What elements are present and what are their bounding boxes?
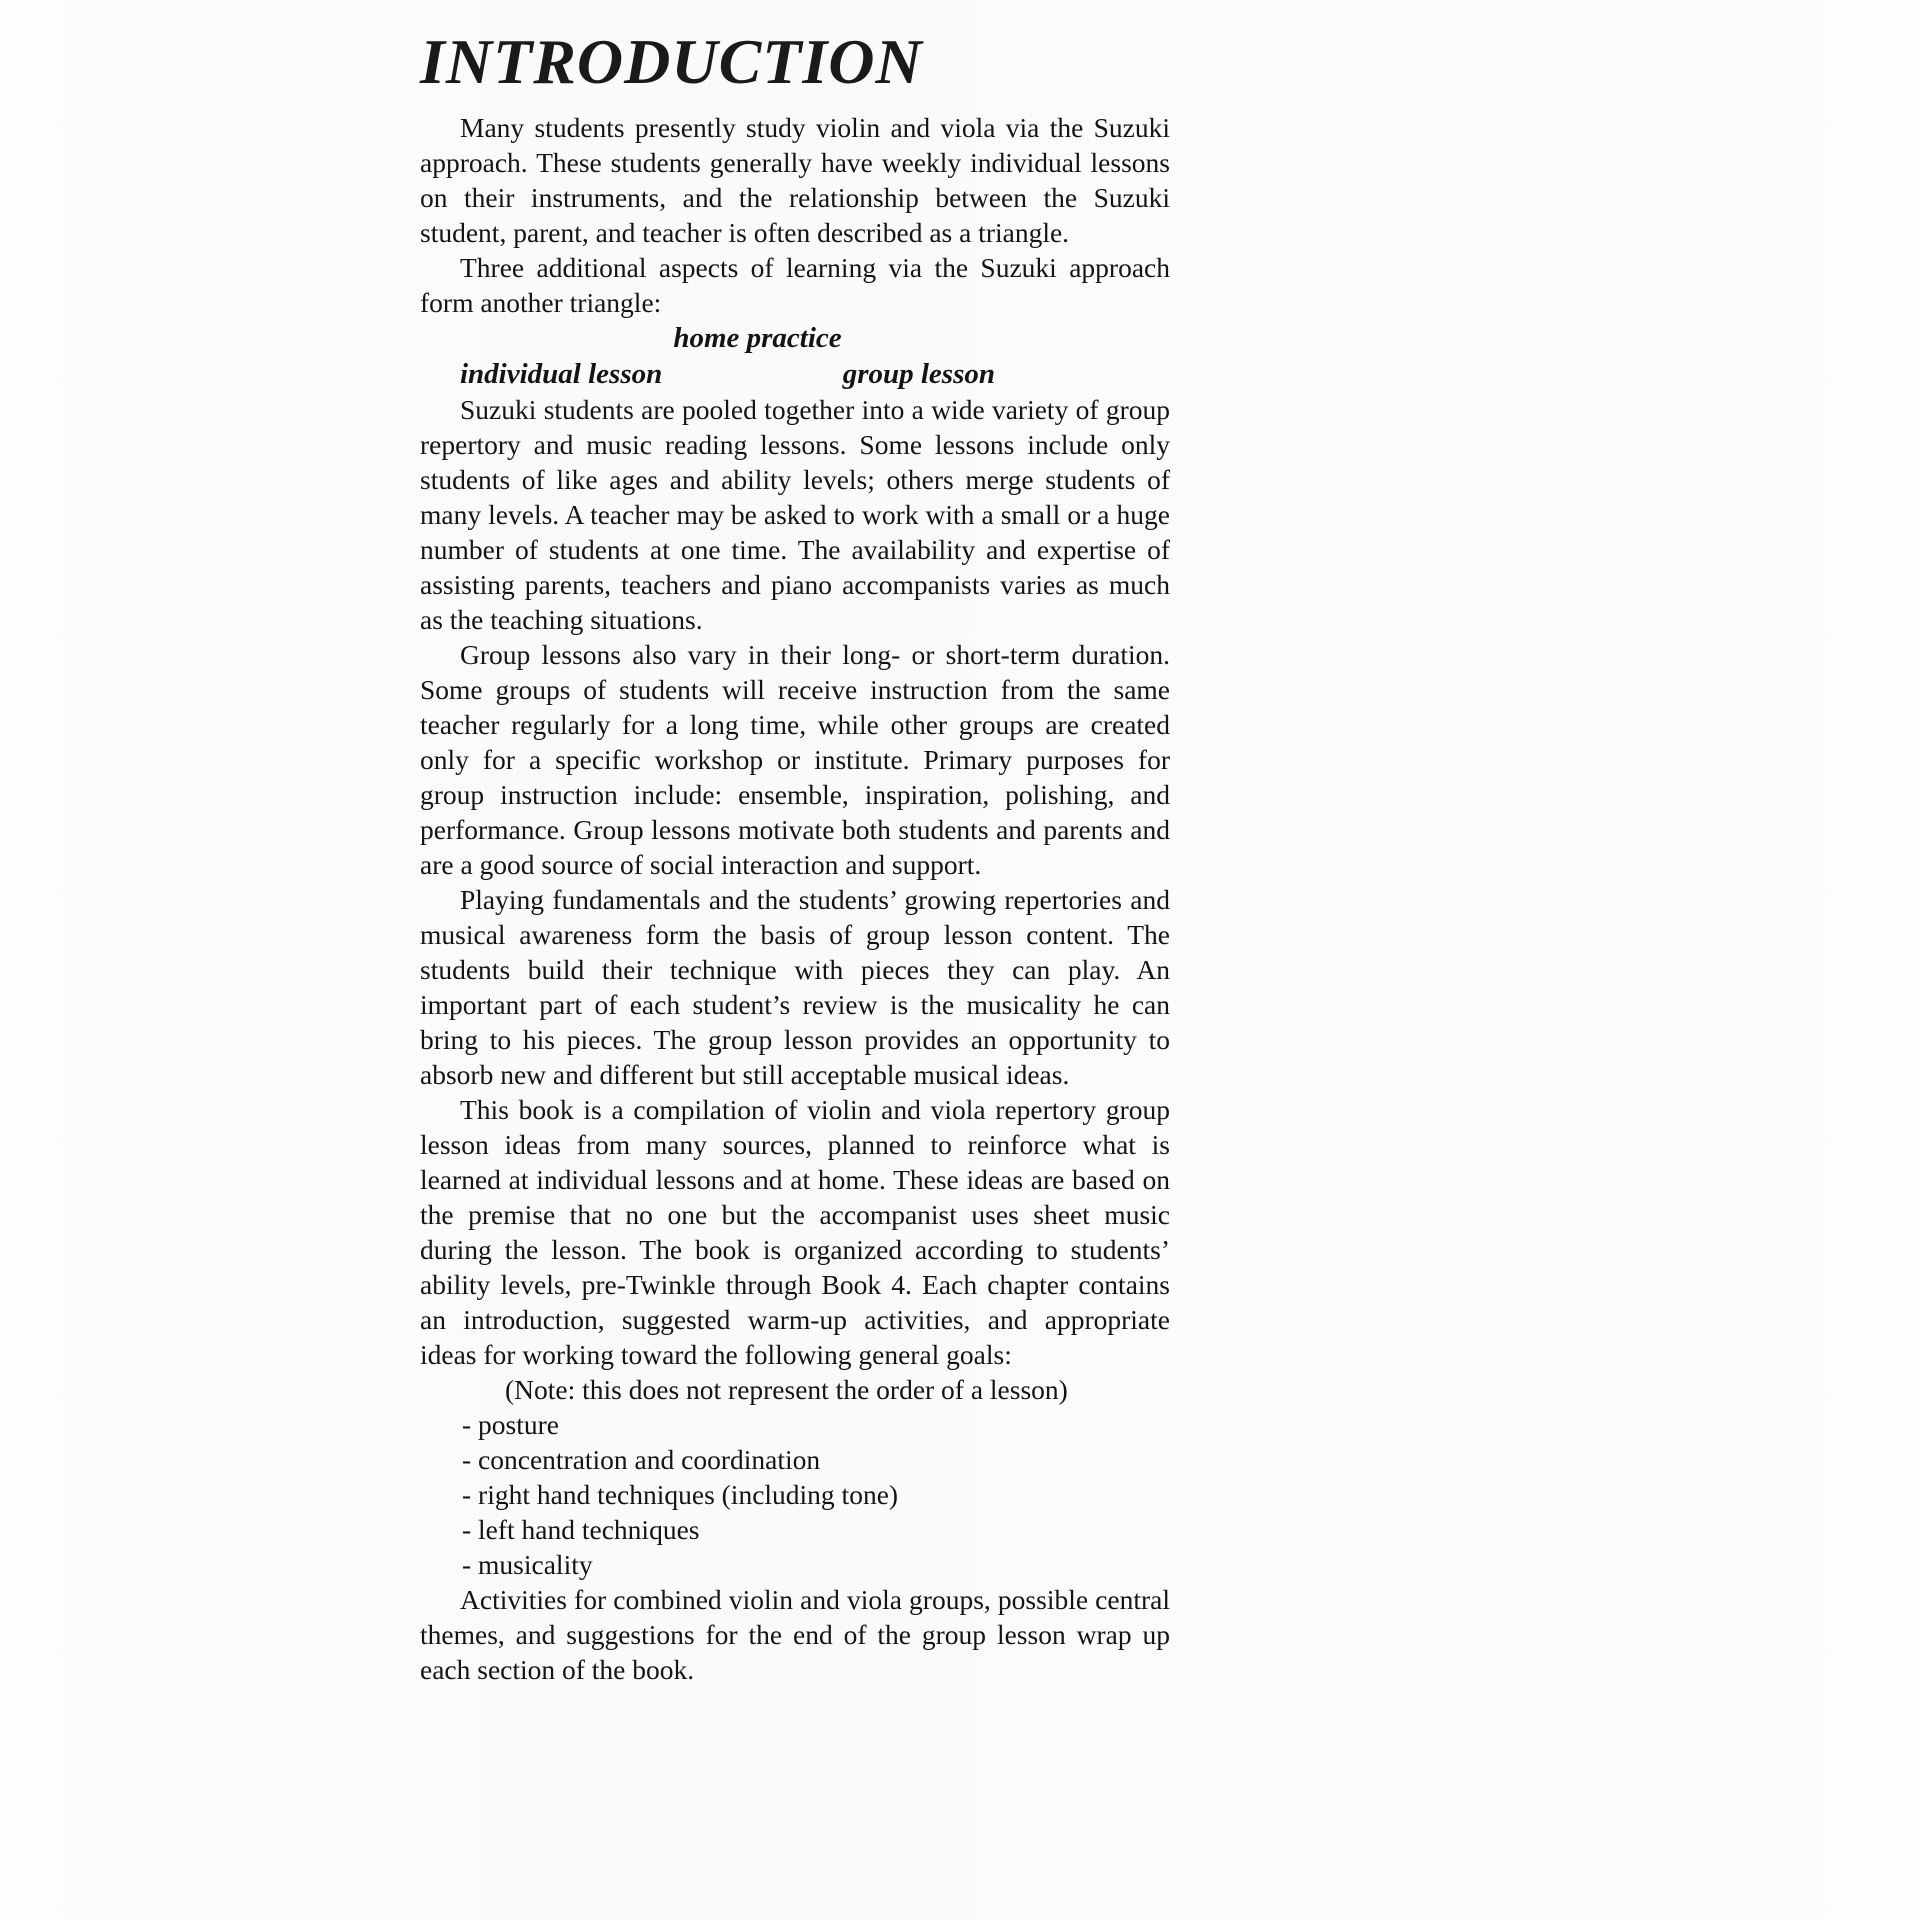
goal-item-concentration-coordination: - concentration and coordination: [462, 1444, 821, 1475]
goal-item-musicality: - musicality: [462, 1549, 593, 1580]
triangle-label-individual-lesson: individual lesson: [460, 358, 663, 390]
learning-triangle-diagram: [420, 320, 1170, 392]
triangle-label-home-practice: home practice: [673, 322, 842, 354]
goal-item-posture: - posture: [462, 1409, 559, 1440]
paragraph-triangle-lead-in: Three additional aspects of learning via the Suzuki approach form another triangle:: [420, 252, 1170, 318]
paragraph-group-duration: Group lessons also vary in their long- or short-term duration. Some groups of students will receive instruction from the same teacher regularly for a long time, while other groups are created only for a specific workshop or institute. Primary purposes for group instruction include: ensemble, inspiration, polishing, and performance. Group lessons motivate both students and parents and are a good source of social interaction and support.: [420, 639, 1170, 880]
triangle-base-row: [420, 356, 1170, 392]
page-title: INTRODUCTION: [420, 26, 923, 97]
lesson-order-note: (Note: this does not represent the order of a lesson): [505, 1374, 1068, 1405]
paragraph-book-overview: This book is a compilation of violin and viola repertory group lesson ideas from many sources, planned to reinforce what is learned at individual lessons and at home. These ideas are based on the premise that no one but the accompanist uses sheet music during the lesson. The book is organized according to students’ ability levels, pre-Twinkle through Book 4. Each chapter contains an introduction, suggested warm-up activities, and appropriate ideas for working toward the following general goals:: [420, 1094, 1170, 1370]
paragraph-suzuki-approach: Many students presently study violin and viola via the Suzuki approach. These students generally have weekly individual lessons on their instruments, and the relationship between the Suzuki student, parent, and teacher is often described as a triangle.: [420, 112, 1170, 248]
triangle-label-group-lesson: group lesson: [842, 358, 995, 390]
paragraph-group-variety: Suzuki students are pooled together into a wide variety of group repertory and music reading lessons. Some lessons include only students of like ages and ability levels; others merge students of many levels. A teacher may be asked to work with a small or a huge number of students at one time. The availability and expertise of assisting parents, teachers and piano accompanists varies as much as the teaching situations.: [420, 394, 1170, 635]
paragraph-playing-fundamentals: Playing fundamentals and the students’ growing repertories and musical awareness form the basis of group lesson content. The students build their technique with pieces they can play. An important part of each student’s review is the musicality he can bring to his pieces. The group lesson provides an opportunity to absorb new and different but still acceptable musical ideas.: [420, 884, 1170, 1090]
goal-item-right-hand-techniques: - right hand techniques (including tone): [462, 1479, 899, 1510]
page-content: [420, 26, 1170, 1687]
paragraph-closing: Activities for combined violin and viola groups, possible central themes, and suggestions for the end of the group lesson wrap up each section of the book.: [420, 1584, 1170, 1685]
goal-item-left-hand-techniques: - left hand techniques: [462, 1514, 700, 1545]
general-goals-list: [420, 1407, 1170, 1582]
